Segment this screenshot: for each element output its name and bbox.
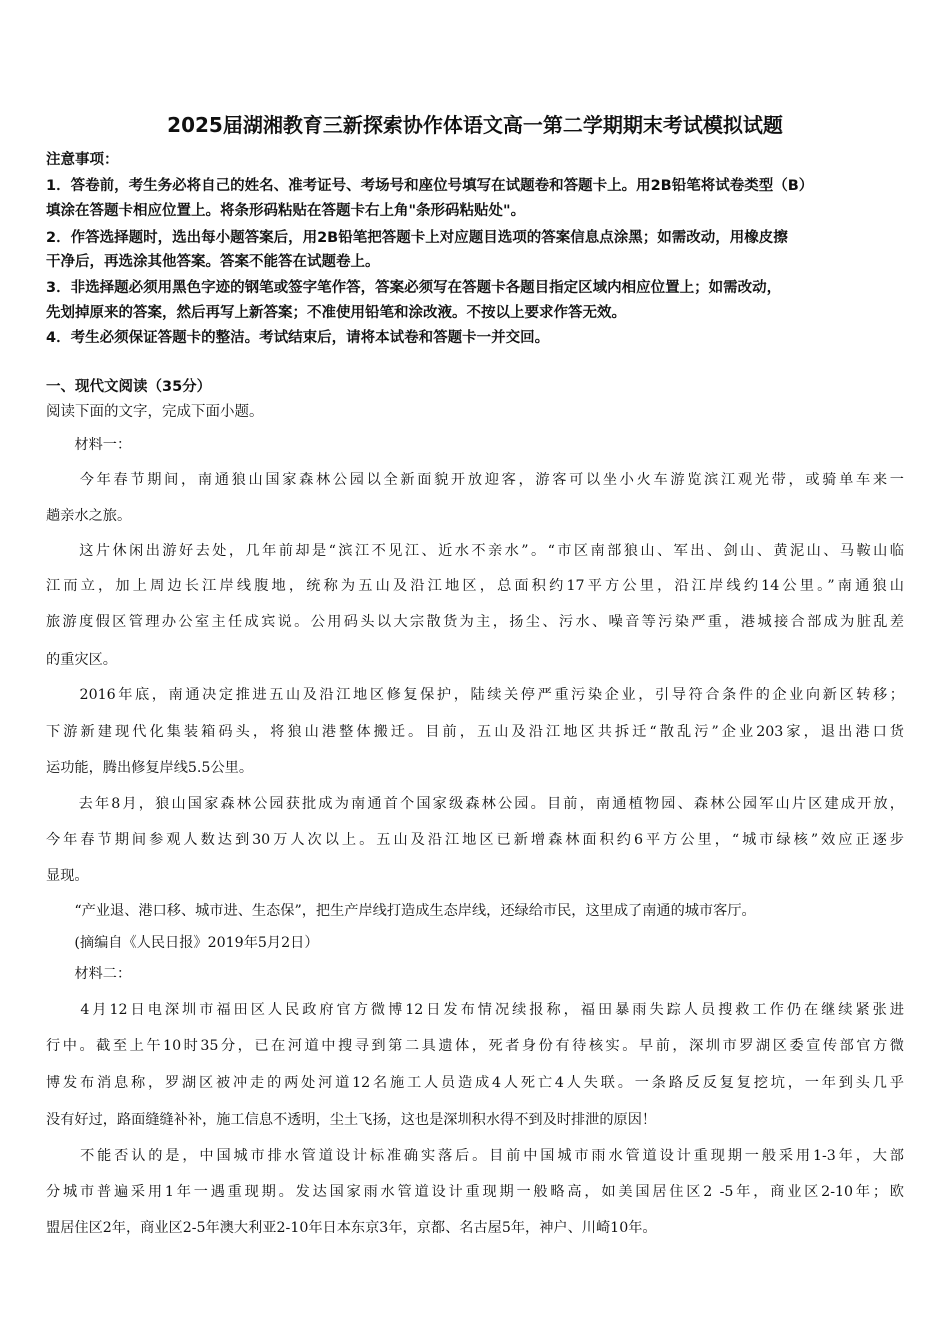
passage-line: 旅游度假区管理办公室主任成宾说。公用码头以大宗散货为主，扬尘、污水、噪音等污染严重，港城接合部成为脏乱差 <box>46 614 904 630</box>
passage-line: “产业退、港口移、城市进、生态保”，把生产岸线打造成生态岸线，还绿给市民，这里成了南通的城市客厅。 <box>46 903 756 919</box>
passage-line: 下游新建现代化集装箱码头，将狼山港整体搬迁。目前，五山及沿江地区共拆迁“散乱污”企业203家，退出港口货 <box>46 724 904 740</box>
notice-line: 4．考生必须保证答题卡的整洁。考试结束后，请将本试卷和答题卡一并交回。 <box>46 330 550 346</box>
passage-line: 分城市普遍采用1年一遇重现期。发达国家雨水管道设计重现期一般略高，如美国居住区2 -5年，商业区2-10年；欧 <box>46 1184 904 1200</box>
passage-line: 显现。 <box>46 868 89 884</box>
passage-line: 运功能，腾出修复岸线5.5公里。 <box>46 760 254 776</box>
passage-line: 不能否认的是，中国城市排水管道设计标准确实落后。目前中国城市雨水管道设计重现期一般采用1-3年，大部 <box>46 1148 904 1164</box>
notice-line: 1．答卷前，考生务必将自己的姓名、准考证号、考场号和座位号填写在试题卷和答题卡上。用2B铅笔将试卷类型（B） <box>46 178 814 194</box>
passage-line: 的重灾区。 <box>46 652 117 668</box>
passage-line: 2016年底，南通决定推进五山及沿江地区修复保护，陆续关停严重污染企业，引导符合条件的企业向新区转移； <box>46 687 904 703</box>
passage-line: 趟亲水之旅。 <box>46 508 132 524</box>
passage-line: 行中。截至上午10时35分，已在河道中搜寻到第二具遗体，死者身份有待核实。早前，深圳市罗湖区委宣传部官方微 <box>46 1038 904 1054</box>
passage-line: 材料二： <box>46 966 132 982</box>
passage-line: 这片休闲出游好去处，几年前却是“滨江不见江、近水不亲水”。“市区南部狼山、军出、剑山、黄泥山、马鞍山临 <box>46 543 904 559</box>
passage-line: 盟居住区2年，商业区2-5年澳大利亚2-10年日本东京3年，京都、名古屋5年，神户、川崎10年。 <box>46 1220 657 1236</box>
notice-line: 先划掉原来的答案，然后再写上新答案；不准使用铅笔和涂改液。不按以上要求作答无效。 <box>46 305 626 321</box>
passage-line: 没有好过，路面缝缝补补，施工信息不透明，尘土飞扬，这也是深圳积水得不到及时排泄的原因！ <box>46 1112 657 1128</box>
exam-title: 2025届湖湘教育三新探索协作体语文高一第二学期期末考试模拟试题 <box>167 113 783 137</box>
passage-line: 今年春节期间参观人数达到30万人次以上。五山及沿江地区已新增森林面积约6平方公里，“城市绿核”效应正逐步 <box>46 832 904 848</box>
passage-line: 博发布消息称，罗湖区被冲走的两处河道12名施工人员造成4人死亡4人失联。一条路反反复复挖坑，一年到头几乎 <box>46 1075 904 1091</box>
section-heading: 一、现代文阅读（35分） <box>46 379 212 395</box>
passage-line: 今年春节期间，南通狼山国家森林公园以全新面貌开放迎客，游客可以坐小火车游览滨江观光带，或骑单车来一 <box>46 472 904 488</box>
notice-line: 2．作答选择题时，选出每小题答案后，用2B铅笔把答题卡上对应题目选项的答案信息点涂黑；如需改动，用橡皮擦 <box>46 230 788 246</box>
notice-heading: 注意事项： <box>46 152 119 168</box>
section-instruction: 阅读下面的文字，完成下面小题。 <box>46 404 264 420</box>
passage-line: (摘编自《人民日报》2019年5月2日） <box>46 935 319 951</box>
passage-line: 4月12日电深圳市福田区人民政府官方微博12日发布情况续报称，福田暴雨失踪人员搜救工作仍在继续紧张进 <box>46 1002 904 1018</box>
notice-line: 3．非选择题必须用黑色字迹的钢笔或签字笔作答，答案必须写在答题卡各题目指定区域内相应位置上；如需改动， <box>46 280 782 296</box>
notice-line: 干净后，再选涂其他答案。答案不能答在试题卷上。 <box>46 254 380 270</box>
passage-line: 材料一： <box>46 437 132 453</box>
notice-line: 填涂在答题卡相应位置上。将条形码粘贴在答题卡右上角"条形码粘贴处"。 <box>46 203 526 219</box>
passage-line: 去年8月，狼山国家森林公园获批成为南通首个国家级森林公园。目前，南通植物园、森林公园军山片区建成开放， <box>46 796 904 812</box>
passage-line: 江而立，加上周边长江岸线腹地，统称为五山及沿江地区，总面积约17平方公里，沿江岸线约14公里。”南通狼山 <box>46 578 904 594</box>
